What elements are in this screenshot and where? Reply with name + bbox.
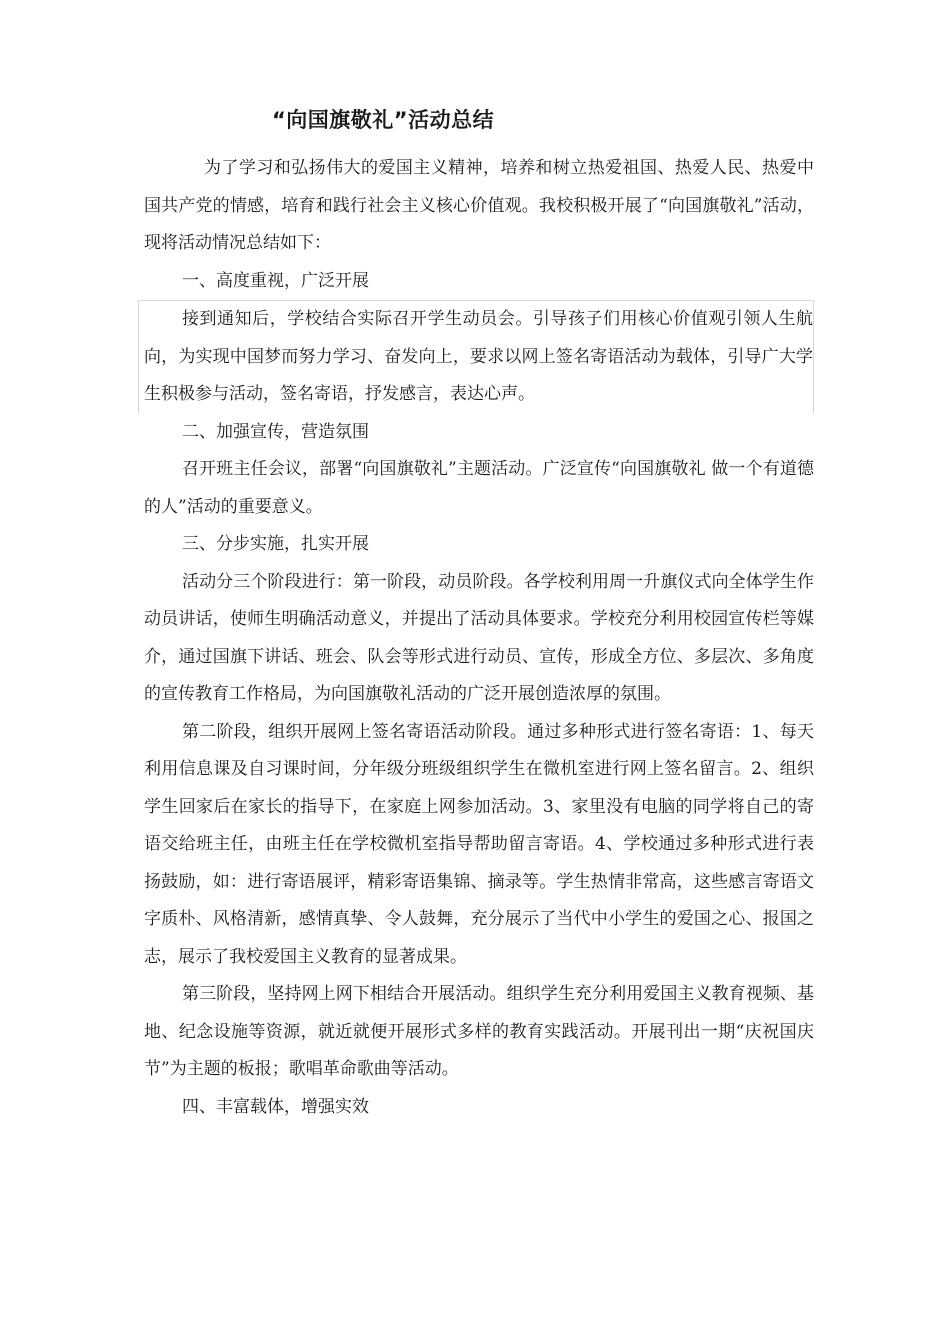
section-3-paragraph-2: 第二阶段，组织开展网上签名寄语活动阶段。通过多种形式进行签名寄语：1、每天利用信息课及自习课时间，分年级分班级组织学生在微机室进行网上签名留言。2、组织学生回家后在家长的指导下，在家庭上网参加活动。3、家里没有电脑的同学将自己的寄语交给班主任，由班主任在学校微机室指导帮助留言寄语。4、学校通过多种形式进行表扬鼓励，如：进行寄语展评，精彩寄语集锦、摘录等。学生热情非常高，这些感言寄语文字质朴、风格清新，感情真挚、令人鼓舞，充分展示了当代中小学生的爱国之心、报国之志，展示了我校爱国主义教育的显著成果。 [144,721,814,967]
section-3-heading: 三、分步实施，扎实开展 [182,534,369,554]
document-title: “向国旗敬礼”活动总结 [272,108,495,132]
intro-paragraph: 为了学习和弘扬伟大的爱国主义精神，培养和树立热爱祖国、热爱人民、热爱中国共产党的情感，培育和践行社会主义核心价值观。我校积极开展了“向国旗敬礼”活动，现将活动情况总结如下： [144,158,814,253]
section-3-paragraph-3: 第三阶段，坚持网上网下相结合开展活动。组织学生充分利用爱国主义教育视频、基地、纪念设施等资源，就近就便开展形式多样的教育实践活动。开展刊出一期“庆祝国庆节”为主题的板报；歌唱革命歌曲等活动。 [144,984,814,1079]
document-body [144,150,814,1126]
section-2-paragraph: 召开班主任会议，部署“向国旗敬礼”主题活动。广泛宣传“向国旗敬礼 做一个有道德的人”活动的重要意义。 [144,459,814,517]
section-3-paragraph-1: 活动分三个阶段进行：第一阶段，动员阶段。各学校利用周一升旗仪式向全体学生作动员讲话，使师生明确活动意义，并提出了活动具体要求。学校充分利用校园宣传栏等媒介，通过国旗下讲话、班会、队会等形式进行动员、宣传，形成全方位、多层次、多角度的宣传教育工作格局，为向国旗敬礼活动的广泛开展创造浓厚的氛围。 [144,571,814,704]
section-2-heading: 二、加强宣传，营造氛围 [182,421,369,442]
section-1-heading: 一、高度重视，广泛开展 [182,270,369,291]
section-1-paragraph: 接到通知后，学校结合实际召开学生动员会。引导孩子们用核心价值观引领人生航向，为实现中国梦而努力学习、奋发向上，要求以网上签名寄语活动为载体，引导广大学生积极参与活动，签名寄语，抒发感言，表达心声。 [138,300,814,414]
section-4-heading: 四、丰富载体，增强实效 [182,1096,369,1117]
